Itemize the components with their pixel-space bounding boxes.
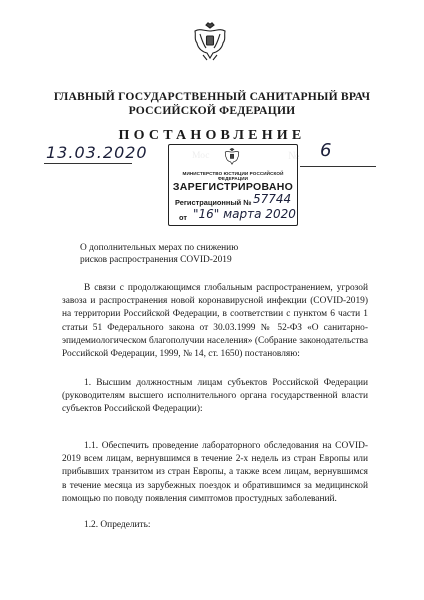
clause-1-1: 1.1. Обеспечить проведение лабораторного обследования на COVID-2019 всем лицам, вернувшимся в течение 2-х недель из стран Европы или прибывших транзитом из стран Европы, а также всем лицам, вернувшимся в течение месяца из зарубежных поездок и обратившимся за медицинской помощью по поводу появления симптомов простудных заболеваний. [62,441,368,504]
date-underline [44,163,132,164]
stamp-date-prefix: от [179,213,187,222]
stamp-registered: ЗАРЕГИСТРИРОВАНО [172,181,294,193]
decree-subject [80,242,238,266]
document-type: ПОСТАНОВЛЕНИЕ [118,128,306,143]
stamp-ministry: МИНИСТЕРСТВО ЮСТИЦИИ РОССИЙСКОЙ ФЕДЕРАЦИИ [182,171,284,181]
decree-date: 13.03.2020 [46,143,148,162]
preamble-paragraph: В связи с продолжающимся глобальным распространением, угрозой завоза и распространения новой коронавирусной инфекции (COVID-2019) на территории Российской Федерации, в соответствии с пунктом 6 части 1 статьи 51 Федерального закона от 30.03.1999 № 52-ФЗ «О санитарно-эпидемиологическом благополучии населения» (Собрание законодательства Российской Федерации, 1999, № 14, ст. 1650) постановляю: [62,283,368,360]
issuer-title-line2: РОССИЙСКОЙ ФЕДЕРАЦИИ [128,104,296,117]
stamp-reg-number: 57744 [253,192,292,206]
decree-number: 6 [320,140,332,161]
clause-1-2: 1.2. Определить: [84,520,151,530]
coat-of-arms-icon [191,22,229,62]
number-underline [300,166,376,167]
subject-line1: О дополнительных мерах по снижению [80,243,239,253]
issuer-title-line1: ГЛАВНЫЙ ГОСУДАРСТВЕННЫЙ САНИТАРНЫЙ ВРАЧ [53,90,371,103]
stamp-reg-date: "16" марта 2020 [193,207,296,221]
stamp-emblem-icon [223,148,241,166]
subject-line2: рисков распространения COVID-2019 [80,255,232,265]
registration-stamp [168,144,298,226]
stamp-reg-number-label: Регистрационный № [175,198,252,207]
clause-1: 1. Высшим должностным лицам субъектов Российской Федерации (руководителям высшего исполнительного органа государственной власти субъектов Российской Федерации): [62,378,368,415]
